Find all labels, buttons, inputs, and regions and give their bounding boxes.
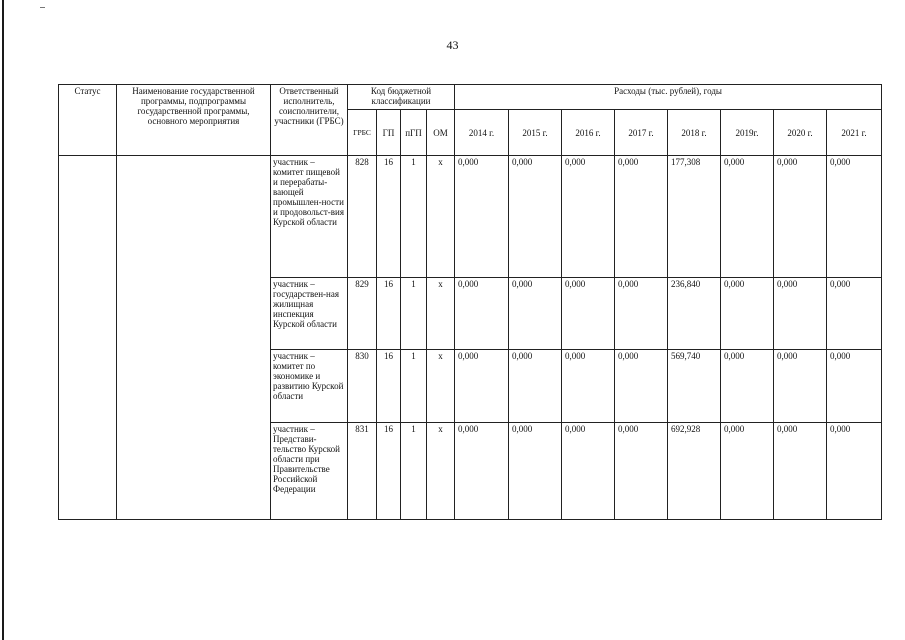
gp-cell: 16 <box>377 350 401 423</box>
expense-cell: 0,000 <box>721 350 774 423</box>
pgp-cell: 1 <box>401 278 427 350</box>
status-cell <box>59 156 117 278</box>
expense-cell: 0,000 <box>774 278 827 350</box>
expense-cell: 0,000 <box>509 278 562 350</box>
header-year-2019: 2019г. <box>721 110 774 156</box>
executor-cell: участник – Представи-тельство Курской области при Правительстве Российской Федерации <box>271 423 348 520</box>
program-name-cell <box>117 278 271 350</box>
expense-cell: 0,000 <box>615 278 668 350</box>
om-cell: х <box>427 278 455 350</box>
pgp-cell: 1 <box>401 156 427 278</box>
expense-cell: 0,000 <box>774 350 827 423</box>
executor-cell: участник – комитет по экономике и развитию Курской области <box>271 350 348 423</box>
expense-cell: 0,000 <box>827 156 882 278</box>
header-executor: Ответственный исполнитель, соисполнители, участники (ГРБС) <box>271 85 348 156</box>
program-name-cell <box>117 156 271 278</box>
table-row <box>59 278 882 350</box>
header-grbs: ГРБС <box>348 110 377 156</box>
pgp-cell: 1 <box>401 423 427 520</box>
expense-cell: 236,840 <box>668 278 721 350</box>
program-name-cell <box>117 423 271 520</box>
expense-cell: 0,000 <box>615 156 668 278</box>
expense-cell: 0,000 <box>562 156 615 278</box>
expense-cell: 0,000 <box>615 350 668 423</box>
status-cell <box>59 350 117 423</box>
header-program-name: Наименование государственной программы, подпрограммы государственной программы, основного мероприятия <box>117 85 271 156</box>
expense-cell: 177,308 <box>668 156 721 278</box>
expense-cell: 0,000 <box>721 423 774 520</box>
header-year-2016: 2016 г. <box>562 110 615 156</box>
header-status: Статус <box>59 85 117 156</box>
scan-left-edge <box>2 0 4 640</box>
header-budget-code: Код бюджетной классификации <box>348 85 455 110</box>
pgp-cell: 1 <box>401 350 427 423</box>
om-cell: х <box>427 156 455 278</box>
expense-cell: 0,000 <box>774 423 827 520</box>
executor-cell: участник – государствен-ная жилищная инспекция Курской области <box>271 278 348 350</box>
grbs-cell: 830 <box>348 350 377 423</box>
executor-cell: участник – комитет пищевой и перерабаты-вающей промышлен-ности и продовольст-вия Курской области <box>271 156 348 278</box>
header-year-2020: 2020 г. <box>774 110 827 156</box>
expense-cell: 0,000 <box>615 423 668 520</box>
expense-cell: 0,000 <box>509 350 562 423</box>
header-year-2017: 2017 г. <box>615 110 668 156</box>
expense-cell: 0,000 <box>455 156 509 278</box>
header-pgp: пГП <box>401 110 427 156</box>
expense-cell: 0,000 <box>509 156 562 278</box>
expense-cell: 0,000 <box>455 423 509 520</box>
expense-cell: 0,000 <box>455 278 509 350</box>
expense-cell: 0,000 <box>455 350 509 423</box>
table-row <box>59 350 882 423</box>
expense-cell: 0,000 <box>721 278 774 350</box>
grbs-cell: 831 <box>348 423 377 520</box>
expense-cell: 0,000 <box>562 350 615 423</box>
header-year-2021: 2021 г. <box>827 110 882 156</box>
expense-cell: 692,928 <box>668 423 721 520</box>
expense-cell: 0,000 <box>774 156 827 278</box>
expenses-table <box>58 84 882 520</box>
expense-cell: 0,000 <box>827 278 882 350</box>
om-cell: х <box>427 350 455 423</box>
header-expenses: Расходы (тыс. рублей), годы <box>455 85 882 110</box>
expense-cell: 0,000 <box>509 423 562 520</box>
program-name-cell <box>117 350 271 423</box>
status-cell <box>59 423 117 520</box>
page-number: 43 <box>446 38 459 52</box>
scan-mark <box>40 7 45 8</box>
expense-cell: 0,000 <box>721 156 774 278</box>
header-gp: ГП <box>377 110 401 156</box>
expense-cell: 0,000 <box>562 278 615 350</box>
status-cell <box>59 278 117 350</box>
grbs-cell: 828 <box>348 156 377 278</box>
expense-cell: 0,000 <box>827 350 882 423</box>
header-year-2015: 2015 г. <box>509 110 562 156</box>
expense-cell: 0,000 <box>562 423 615 520</box>
header-year-2014: 2014 г. <box>455 110 509 156</box>
gp-cell: 16 <box>377 278 401 350</box>
header-year-2018: 2018 г. <box>668 110 721 156</box>
table-row <box>59 423 882 520</box>
gp-cell: 16 <box>377 423 401 520</box>
header-om: ОМ <box>427 110 455 156</box>
expense-cell: 0,000 <box>827 423 882 520</box>
expense-cell: 569,740 <box>668 350 721 423</box>
grbs-cell: 829 <box>348 278 377 350</box>
gp-cell: 16 <box>377 156 401 278</box>
table-row <box>59 156 882 278</box>
om-cell: х <box>427 423 455 520</box>
